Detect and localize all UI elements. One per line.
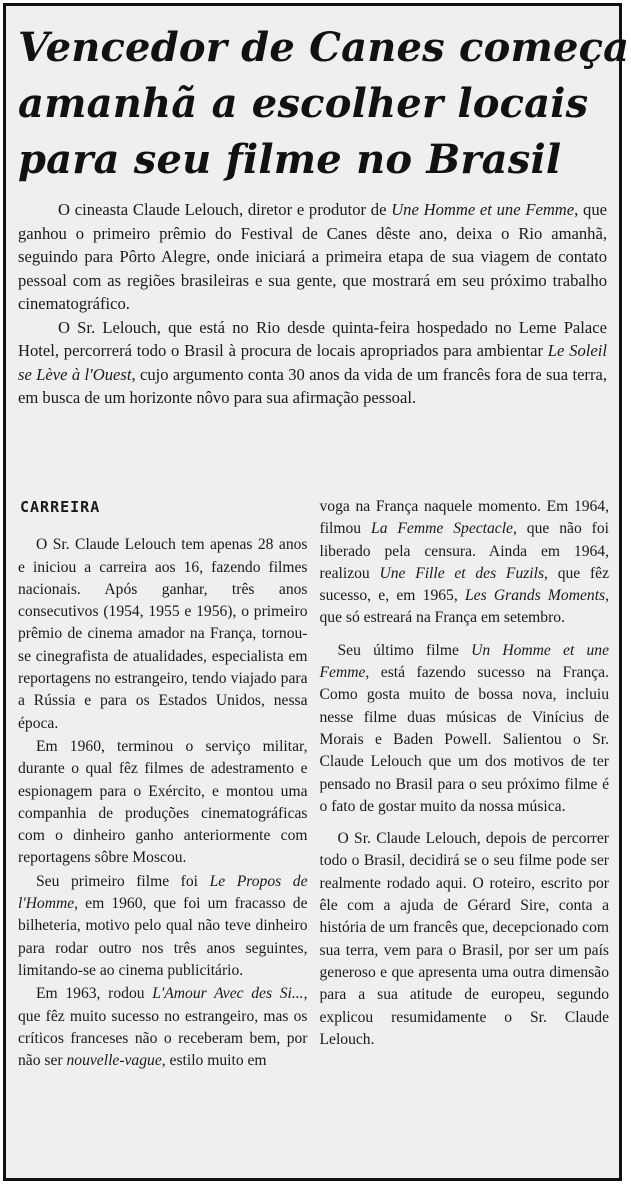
text-run: Seu último filme — [337, 641, 472, 659]
lead-paragraph — [18, 198, 607, 316]
text-run: , que não foi liberado pela censura. Ainda em 1964, realizou — [319, 520, 609, 582]
body-paragraph: O Sr. Claude Lelouch tem apenas 28 anos e iniciou a carreira aos 16, fazendo filmes nacionais. Após ganhar, três anos consecutivos (1954, 1955 e 1956), o primeiro prêmio de cinema amador na França, tornou-se cinegrafista de atualidades, especialista em reportagens no estrangeiro, tendo viajado para a Rússia e para os Estados Unidos, nessa época. — [18, 536, 308, 732]
body-paragraph — [18, 871, 308, 982]
article-columns — [18, 496, 609, 1073]
text-run: , cujo argumento conta 30 anos da vida de um francês fora de sua terra, em busca de um horizonte nôvo para sua afirmação pessoal. — [18, 364, 607, 407]
text-run: Seu primeiro filme foi — [36, 872, 210, 890]
body-paragraph — [320, 496, 610, 630]
right-column — [320, 496, 610, 1073]
film-title: Une Homme et une Femme — [391, 200, 575, 219]
film-term: nouvelle-vague — [66, 1052, 162, 1070]
text-run: , estilo muito em — [161, 1052, 267, 1070]
text-run: O Sr. Lelouch, que está no Rio desde quinta-feira hospedado no Leme Palace Hotel, percorrerá todo o Brasil à procura de locais apropriados para ambientar — [18, 317, 607, 360]
headline-line: para seu filme no Brasil — [18, 136, 562, 183]
text-run: , em 1960, que foi um fracasso de bilheteria, motivo pelo qual não teve dinheiro para rodar outro nos três anos seguintes, limitando-se ao cinema publicitário. — [18, 895, 308, 979]
text-run: Em 1963, rodou — [36, 985, 153, 1003]
text-run: , que fêz sucesso, e, em 1965, — [319, 564, 609, 605]
text-run: , que fêz muito sucesso no estrangeiro, mas os críticos franceses não o receberam bem, por não ser — [18, 985, 308, 1070]
text-run: , que só estreará na França em setembro. — [319, 587, 609, 627]
film-title: Les Grands Moments — [464, 587, 606, 605]
film-title: L'Amour Avec des Si... — [152, 985, 304, 1003]
headline — [18, 20, 630, 188]
film-title: Un Homme et une Femme — [319, 641, 609, 682]
film-title: Le Propos de l'Homme — [18, 872, 308, 913]
lead-text — [18, 198, 607, 410]
body-paragraph: O Sr. Claude Lelouch, depois de percorrer todo o Brasil, decidirá se o seu filme pode ser realmente rodado aqui. O roteiro, escrito por êle com a ajuda de Gérard Sire, conta a história de um francês que, decepcionado com sua terra, vem para o Brasil, por ser um país generoso e que apresenta uma outra dimensão para a sua atitude de europeu, segundo explicou resumidamente o Sr. Claude Lelouch. — [319, 830, 609, 1048]
film-title: Une Fille et des Fuzils — [379, 564, 545, 582]
body-paragraph: Em 1960, terminou o serviço militar, durante o qual fêz filmes de adestramento e espionagem para o Exército, e montou uma companhia de produções cinematográficas com o dinheiro ganho anteriormente com reportagens sôbre Moscou. — [18, 737, 308, 867]
text-run: voga na França naquele momento. Em 1964, filmou — [319, 498, 609, 538]
lead-paragraph — [18, 316, 607, 410]
text-run: , que ganhou o primeiro prêmio do Festival de Canes dêste ano, deixa o Rio amanhã, seguindo para Pôrto Alegre, onde iniciará a primeira etapa de sua viagem de contato pessoal com as regiões brasileiras e sua gente, que mostrará em seu próximo trabalho cinematográfico. — [18, 200, 607, 313]
newspaper-clipping — [3, 3, 630, 1181]
section-heading: CARREIRA — [20, 498, 101, 516]
headline-line: Vencedor de Canes começa — [18, 24, 630, 71]
body-paragraph — [18, 983, 308, 1072]
film-title: Le Soleil se Lève à l'Ouest — [18, 341, 607, 384]
headline-line: amanhã a escolher locais — [18, 80, 589, 127]
body-paragraph — [320, 640, 610, 818]
text-run: , está fazendo sucesso na França. Como gosta muito de bossa nova, incluiu nesse filme duas músicas de Vinícius de Morais e Baden Powell. Salientou o Sr. Claude Lelouch que um dos motivos de ter pensado no Brasil para o seu próximo filme é o fato de gostar muito da nossa música. — [319, 664, 609, 815]
film-title: La Femme Spectacle — [371, 520, 513, 538]
text-run: O cineasta Claude Lelouch, diretor e produtor de — [58, 200, 392, 219]
left-column — [18, 496, 308, 1073]
